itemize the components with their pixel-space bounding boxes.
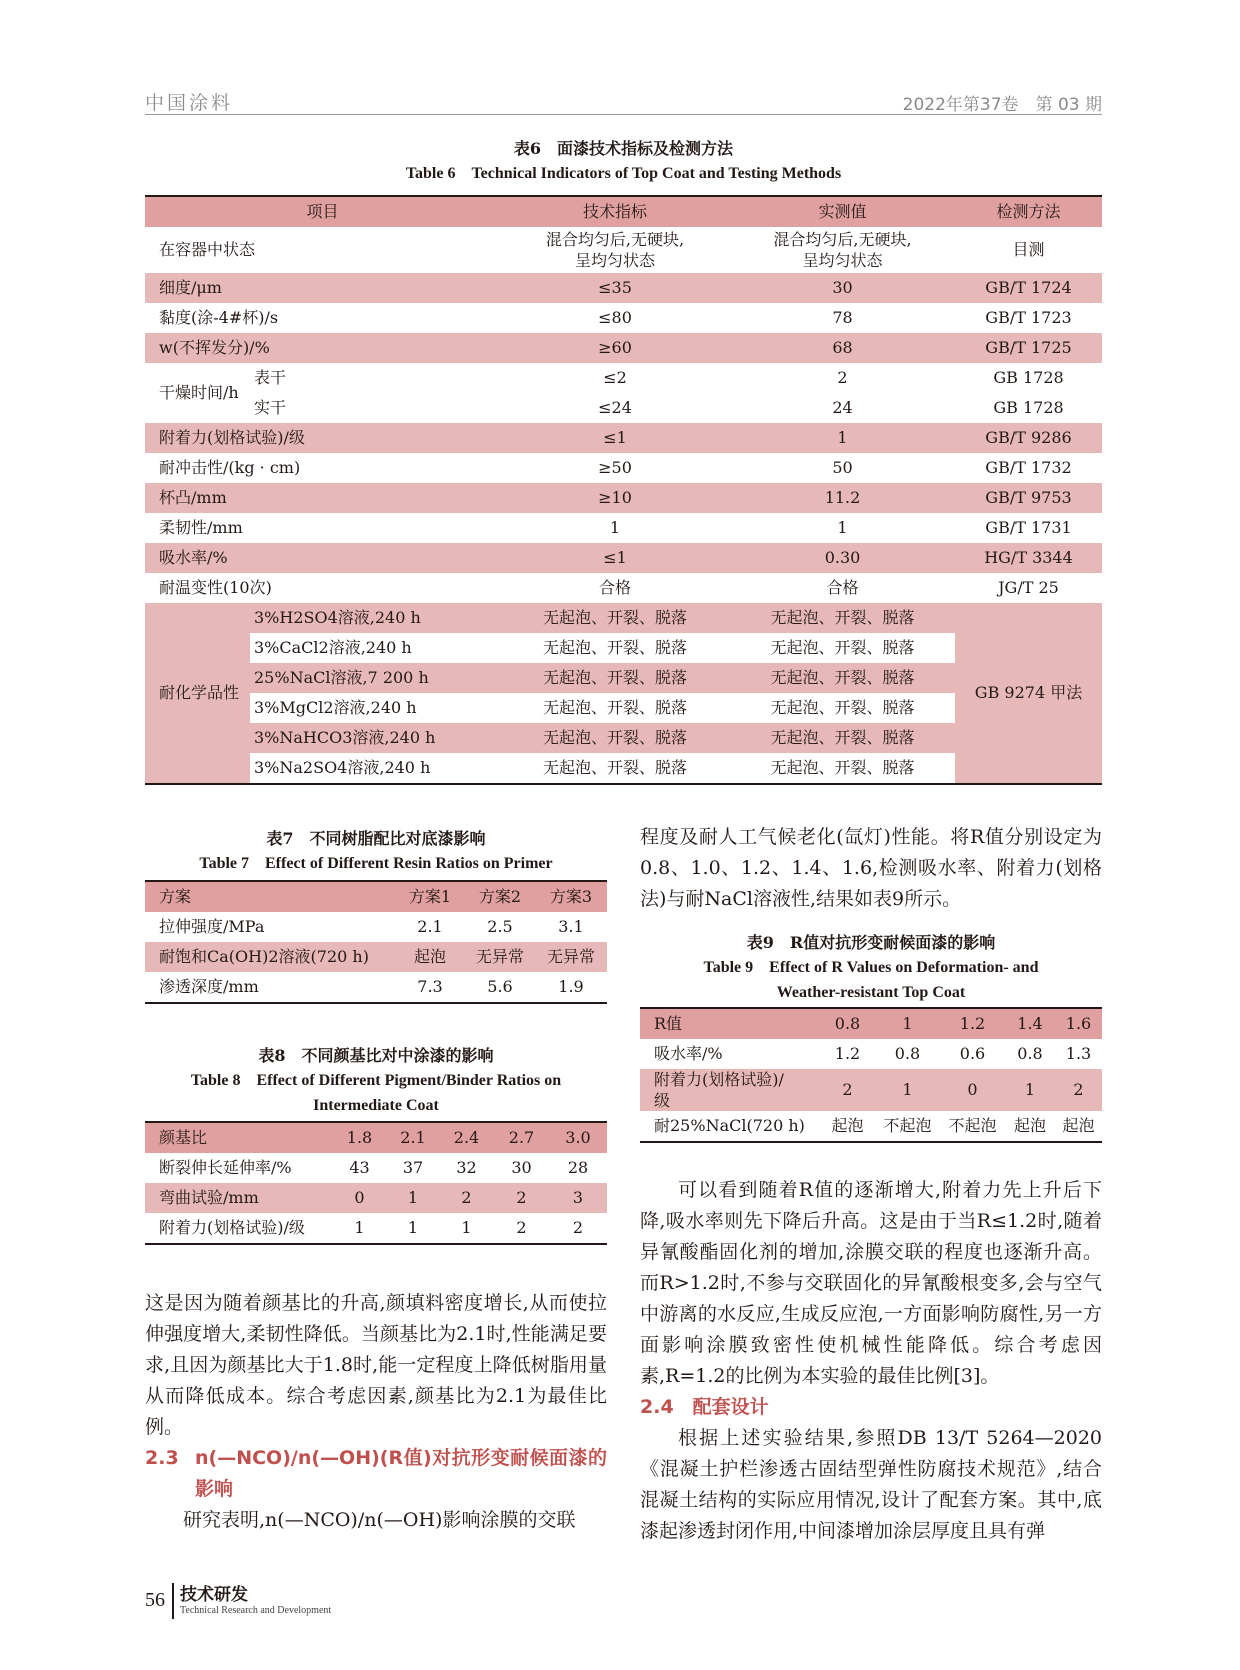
right-para3: 根据上述实验结果,参照DB 13/T 5264—2020《混凝土护栏渗透古固结型弹性防腐技术规范》,结合混凝土结构的实际应用情况,设计了配套方案。其中,底漆起渗透封闭作用,中间漆增加涂层厚度且具有弹 xyxy=(640,1427,1102,1542)
table9-cell: 附着力(划格试验)/ 级 xyxy=(654,1070,784,1110)
table6-cell: HG/T 3344 xyxy=(984,548,1073,567)
table6-cell: 混合均匀后,无硬块, 呈均匀状态 xyxy=(545,230,685,270)
table8-cell: 3 xyxy=(572,1188,584,1207)
table7-caption-en: Table 7 Effect of Different Resin Ratios on Primer xyxy=(199,855,553,872)
table6-caption-cn: 表6 面漆技术指标及检测方法 xyxy=(513,139,734,158)
table9-cell: 不起泡 xyxy=(883,1116,932,1135)
table6-chem-cell: 无起泡、开裂、脱落 xyxy=(770,728,915,747)
table9-header-cell: 1.4 xyxy=(1017,1014,1043,1033)
table8-caption xyxy=(145,1043,607,1118)
table9-header-cell: R值 xyxy=(654,1014,683,1033)
table7-header-row xyxy=(145,881,607,912)
table7-row xyxy=(145,912,607,942)
table6-cell: ≥50 xyxy=(598,458,632,477)
footer-divider xyxy=(172,1583,174,1619)
table8-cell: 附着力(划格试验)/级 xyxy=(159,1218,305,1237)
table8-cell: 0 xyxy=(354,1188,365,1207)
table7-header-cell: 方案 xyxy=(159,887,192,906)
table6-chem-cell: 无起泡、开裂、脱落 xyxy=(770,698,915,717)
table6-cell: GB/T 1732 xyxy=(985,458,1072,477)
table9-caption-en: Table 9 Effect of R Values on Deformation- and Weather-resistant Top Coat xyxy=(703,959,1039,1001)
table9-cell: 起泡 xyxy=(831,1116,864,1135)
table6-header-cell: 检测方法 xyxy=(996,202,1061,221)
table9-header-cell: 1 xyxy=(902,1014,913,1033)
table6-cell: w(不挥发分)/% xyxy=(159,338,270,357)
table7-cell: 2.1 xyxy=(417,917,443,936)
table7-cell: 拉伸强度/MPa xyxy=(159,917,265,936)
table6-header-cell: 实测值 xyxy=(818,202,867,221)
table7-row xyxy=(145,972,607,1003)
table6-cell: 30 xyxy=(832,278,853,297)
table9-header-row xyxy=(640,1008,1102,1039)
right-column-bottom xyxy=(640,1175,1102,1547)
left-para2: 研究表明,n(—NCO)/n(—OH)影响涂膜的交联 xyxy=(183,1509,576,1531)
table8-header-cell: 2.4 xyxy=(453,1128,480,1147)
table8-header-cell: 颜基比 xyxy=(159,1128,208,1147)
table6-cell: 合格 xyxy=(826,578,859,597)
table9-cell: 0.6 xyxy=(959,1044,986,1063)
right-para1: 程度及耐人工气候老化(氙灯)性能。将R值分别设定为0.8、1.0、1.2、1.4、1.6,检测吸水率、附着力(划格法)与耐NaCl溶液性,结果如表9所示。 xyxy=(640,826,1102,910)
table9-cell: 不起泡 xyxy=(948,1116,997,1135)
table6-chem-cell: 无起泡、开裂、脱落 xyxy=(542,668,687,687)
table6-cell: 细度/μm xyxy=(159,278,222,297)
table8-header-cell: 2.1 xyxy=(400,1128,426,1147)
table6-cell: 合格 xyxy=(598,578,631,597)
table6-caption-en: Table 6 Technical Indicators of Top Coat and Testing Methods xyxy=(405,165,842,182)
table8-cell: 2 xyxy=(516,1218,527,1237)
right-para2: 可以看到随着R值的逐渐增大,附着力先上升后下降,吸水率则先下降后升高。这是由于当R≤1.2时,随着异氰酸酯固化剂的增加,涂膜交联的程度也逐渐升高。而R>1.2时,不参与交联固化的异氰酸根变多,会与空气中游离的水反应,生成反应泡,一方面影响防腐性,另一方面影响涂膜致密性使机械性能降低。综合考虑因素,R=1.2的比例为本实验的最佳比例[3]。 xyxy=(640,1179,1102,1387)
table6-cell: 柔韧性/mm xyxy=(159,518,243,537)
table6-cell: 1 xyxy=(837,518,848,537)
table9-cell: 1 xyxy=(1024,1080,1036,1099)
table8-cell: 28 xyxy=(567,1158,589,1177)
table6-chem-cell: 3%MgCl2溶液,240 h xyxy=(254,698,417,717)
table6-cell: 1 xyxy=(609,518,621,537)
table6-chem-cell: 无起泡、开裂、脱落 xyxy=(542,758,687,777)
table9 xyxy=(640,1007,1102,1143)
table6-chem-cell: 无起泡、开裂、脱落 xyxy=(542,638,687,657)
table8-cell: 2 xyxy=(572,1218,584,1237)
table6-cell: 表干 xyxy=(254,368,287,387)
table8 xyxy=(145,1121,607,1245)
table6-cell: GB/T 9753 xyxy=(985,488,1072,507)
table7-cell: 无异常 xyxy=(475,947,524,966)
table8-header-cell: 3.0 xyxy=(565,1128,591,1147)
table8-header-cell: 1.8 xyxy=(346,1128,373,1147)
table6-chem-method: GB 9274 甲法 xyxy=(955,603,1102,784)
table6-row xyxy=(145,483,1102,513)
table6-header-row xyxy=(145,196,1102,227)
table9-cell: 0 xyxy=(967,1080,978,1099)
table6-cell: 11.2 xyxy=(824,488,861,507)
table9-header-cell: 1.2 xyxy=(959,1014,986,1033)
table6-row xyxy=(145,227,1102,273)
table6-cell: 黏度(涂-4#杯)/s xyxy=(159,308,279,327)
table6-cell: ≥60 xyxy=(598,338,632,357)
table9-row xyxy=(640,1111,1102,1142)
table7-caption-cn: 表7 不同树脂配比对底漆影响 xyxy=(266,829,486,848)
table6-chem-cell: 3%Na2SO4溶液,240 h xyxy=(254,758,431,777)
table8-header-row xyxy=(145,1122,607,1153)
table6-chem-cell: 无起泡、开裂、脱落 xyxy=(770,758,915,777)
table8-cell: 1 xyxy=(407,1218,419,1237)
table9-caption-cn: 表9 R值对抗形变耐候面漆的影响 xyxy=(746,933,996,952)
table6-cell: ≤24 xyxy=(598,398,632,417)
table6-group-label: 干燥时间/h xyxy=(159,383,239,402)
table6-caption xyxy=(145,136,1102,186)
table6-chem-row xyxy=(145,603,1102,633)
table9-cell: 耐25%NaCl(720 h) xyxy=(654,1116,805,1135)
table7-header-cell: 方案2 xyxy=(478,887,522,906)
table8-caption-cn: 表8 不同颜基比对中涂漆的影响 xyxy=(258,1046,494,1065)
table7-row xyxy=(145,942,607,972)
table6-cell: ≤35 xyxy=(598,278,632,297)
table6-row xyxy=(145,543,1102,573)
table6-chem-cell: 无起泡、开裂、脱落 xyxy=(542,698,687,717)
table6-chem-cell: 3%H2SO4溶液,240 h xyxy=(254,608,421,627)
table6-cell: ≤1 xyxy=(603,428,627,447)
table6-cell: 耐温变性(10次) xyxy=(159,578,272,597)
table9-cell: 1.2 xyxy=(834,1044,861,1063)
table6-cell: ≤2 xyxy=(603,368,627,387)
table6-cell: GB/T 1725 xyxy=(985,338,1072,357)
table6-chem-cell: 3%NaHCO3溶液,240 h xyxy=(254,728,436,747)
table7-cell: 无异常 xyxy=(546,947,595,966)
table9-cell: 1.3 xyxy=(1065,1044,1092,1063)
table9-header-cell: 0.8 xyxy=(834,1014,861,1033)
section-2-3-title: n(—NCO)/n(—OH)(R值)对抗形变耐候面漆的影响 xyxy=(195,1447,607,1500)
table6-cell: 附着力(划格试验)/级 xyxy=(159,428,305,447)
table6-row xyxy=(145,333,1102,363)
table6-chem-cell: 无起泡、开裂、脱落 xyxy=(770,668,915,687)
table7 xyxy=(145,880,607,1004)
table8-cell: 32 xyxy=(456,1158,477,1177)
table6-cell: GB/T 1724 xyxy=(985,278,1072,297)
table6-chem-cell: 无起泡、开裂、脱落 xyxy=(542,728,687,747)
table9-header-cell: 1.6 xyxy=(1065,1014,1092,1033)
table9-row xyxy=(640,1069,1102,1111)
table6-cell: ≤1 xyxy=(603,548,627,567)
right-column-top xyxy=(640,822,1102,915)
table6-cell: 1 xyxy=(837,428,848,447)
table8-cell: 1 xyxy=(354,1218,365,1237)
table6-cell: GB/T 9286 xyxy=(985,428,1072,447)
journal-name: 中国涂料 xyxy=(145,92,234,114)
table6-row xyxy=(145,393,1102,423)
table9-cell: 吸水率/% xyxy=(654,1044,723,1063)
table8-cell: 1 xyxy=(461,1218,472,1237)
issue-info: 2022年第37卷 第 03 期 xyxy=(902,95,1102,115)
table6-cell: 杯凸/mm xyxy=(159,488,227,507)
table8-row xyxy=(145,1183,607,1213)
table8-cell: 43 xyxy=(349,1158,370,1177)
table7-cell: 2.5 xyxy=(487,917,513,936)
footer-section-cn: 技术研发 xyxy=(180,1585,248,1605)
table6-chem-label: 耐化学品性 xyxy=(145,603,250,784)
table7-caption xyxy=(145,826,607,876)
table7-cell: 5.6 xyxy=(487,977,513,996)
table6-row xyxy=(145,303,1102,333)
table9-row xyxy=(640,1039,1102,1069)
table6-row xyxy=(145,453,1102,483)
table6-chem-cell: 无起泡、开裂、脱落 xyxy=(542,608,687,627)
footer-section-en: Technical Research and Development xyxy=(180,1605,332,1616)
table6-cell: 在容器中状态 xyxy=(159,240,256,259)
table6-cell: ≥10 xyxy=(598,488,632,507)
table6-cell: 68 xyxy=(832,338,853,357)
table6-cell: 实干 xyxy=(254,398,287,417)
table6-row xyxy=(145,513,1102,543)
table6-cell: GB/T 1731 xyxy=(985,518,1072,537)
table8-row xyxy=(145,1213,607,1244)
table6-cell: 78 xyxy=(832,308,853,327)
table9-cell: 0.8 xyxy=(1017,1044,1043,1063)
table7-cell: 渗透深度/mm xyxy=(159,977,259,996)
table9-cell: 2 xyxy=(1073,1080,1084,1099)
table6 xyxy=(145,195,1102,785)
table7-cell: 耐饱和Ca(OH)2溶液(720 h) xyxy=(159,947,369,966)
table7-header-cell: 方案1 xyxy=(408,887,452,906)
table8-row xyxy=(145,1153,607,1183)
table6-chem-cell: 3%CaCl2溶液,240 h xyxy=(254,638,412,657)
table6-chem-cell: 25%NaCl溶液,7 200 h xyxy=(254,668,429,687)
table9-cell: 起泡 xyxy=(1013,1116,1046,1135)
table8-cell: 2 xyxy=(516,1188,527,1207)
table6-chem-cell: 无起泡、开裂、脱落 xyxy=(770,638,915,657)
left-column xyxy=(145,1288,607,1536)
table7-cell: 1.9 xyxy=(558,977,584,996)
table8-cell: 断裂伸长延伸率/% xyxy=(159,1158,292,1177)
table6-row xyxy=(145,273,1102,303)
table6-cell: ≤80 xyxy=(598,308,632,327)
section-2-4-heading: 2.4 配套设计 xyxy=(640,1396,769,1418)
table7-cell: 起泡 xyxy=(413,947,446,966)
table6-cell: 0.30 xyxy=(824,548,861,567)
page-number: 56 xyxy=(145,1589,165,1611)
table6-row xyxy=(145,363,1102,393)
table6-cell: JG/T 25 xyxy=(998,578,1059,597)
table6-row xyxy=(145,423,1102,453)
table9-cell: 0.8 xyxy=(894,1044,921,1063)
header-rule xyxy=(145,114,1102,115)
table6-cell: 混合均匀后,无硬块, 呈均匀状态 xyxy=(773,230,912,270)
left-para1: 这是因为随着颜基比的升高,颜填料密度增长,从而使拉伸强度增大,柔韧性降低。当颜基比为2.1时,性能满足要求,且因为颜基比大于1.8时,能一定程度上降低树脂用量从而降低成本。综合考虑因素,颜基比为2.1为最佳比例。 xyxy=(145,1292,607,1438)
table6-header-cell: 项目 xyxy=(306,202,339,221)
table6-row xyxy=(145,573,1102,603)
table6-cell: 2 xyxy=(837,368,848,387)
table9-cell: 1 xyxy=(902,1080,913,1099)
section-2-3-heading xyxy=(145,1443,607,1505)
table6-cell: GB 1728 xyxy=(993,368,1064,387)
table6-header-cell: 技术指标 xyxy=(582,202,647,221)
table6-cell: 50 xyxy=(832,458,853,477)
table6-chem-cell: 无起泡、开裂、脱落 xyxy=(770,608,915,627)
table7-header-cell: 方案3 xyxy=(549,887,593,906)
table6-cell: 吸水率/% xyxy=(159,548,228,567)
table7-cell: 3.1 xyxy=(558,917,584,936)
table9-cell: 起泡 xyxy=(1062,1116,1095,1135)
table6-cell: GB 1728 xyxy=(993,398,1064,417)
table8-cell: 30 xyxy=(511,1158,532,1177)
table6-cell: 耐冲击性/(kg · cm) xyxy=(159,458,301,477)
table6-cell: 24 xyxy=(832,398,853,417)
table8-cell: 2 xyxy=(461,1188,472,1207)
table8-cell: 37 xyxy=(402,1158,424,1177)
table9-caption xyxy=(640,930,1102,1005)
section-2-3-number: 2.3 xyxy=(145,1447,179,1469)
table8-cell: 弯曲试验/mm xyxy=(159,1188,259,1207)
table9-cell: 2 xyxy=(842,1080,853,1099)
table7-cell: 7.3 xyxy=(417,977,443,996)
table6-cell: GB/T 1723 xyxy=(985,308,1072,327)
table8-header-cell: 2.7 xyxy=(508,1128,535,1147)
table6-cell: 目测 xyxy=(1012,240,1045,259)
table8-cell: 1 xyxy=(407,1188,419,1207)
table8-caption-en: Table 8 Effect of Different Pigment/Binder Ratios on Intermediate Coat xyxy=(190,1072,562,1114)
